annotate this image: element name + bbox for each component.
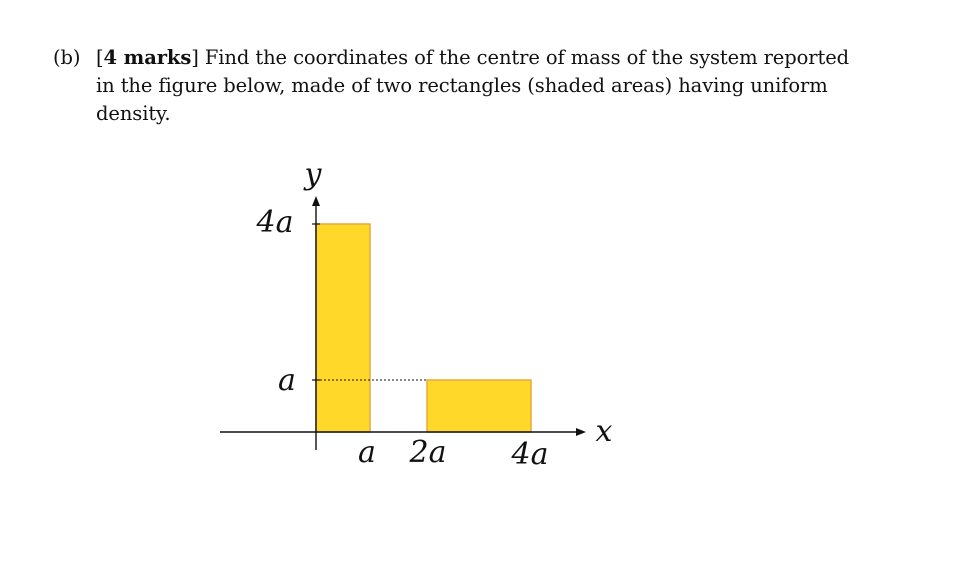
short-rectangle bbox=[427, 380, 531, 432]
x-axis-label: x bbox=[595, 414, 613, 449]
marks-open-bracket: [ bbox=[96, 46, 104, 69]
x-tick-label-a: a bbox=[358, 435, 376, 470]
y-axis-label: y bbox=[304, 157, 322, 192]
x-tick-label-4a: 4a bbox=[511, 437, 549, 472]
marks-close-bracket: ] bbox=[191, 46, 199, 69]
tall-rectangle bbox=[316, 224, 370, 432]
question-line-1-text: Find the coordinates of the centre of mass of the system reported bbox=[204, 46, 850, 69]
question-line-3: density. bbox=[96, 102, 171, 125]
y-tick-label-4a: 4a bbox=[256, 205, 294, 240]
x-axis-arrowhead bbox=[576, 428, 586, 436]
x-tick-label-2a: 2a bbox=[409, 435, 447, 470]
marks-label: 4 marks bbox=[103, 46, 192, 69]
y-axis-arrowhead bbox=[312, 196, 320, 206]
part-label: (b) bbox=[53, 46, 81, 69]
question-line-2: in the figure below, made of two rectangles (shaded areas) having uniform bbox=[96, 74, 828, 97]
y-tick-label-a: a bbox=[278, 363, 296, 398]
